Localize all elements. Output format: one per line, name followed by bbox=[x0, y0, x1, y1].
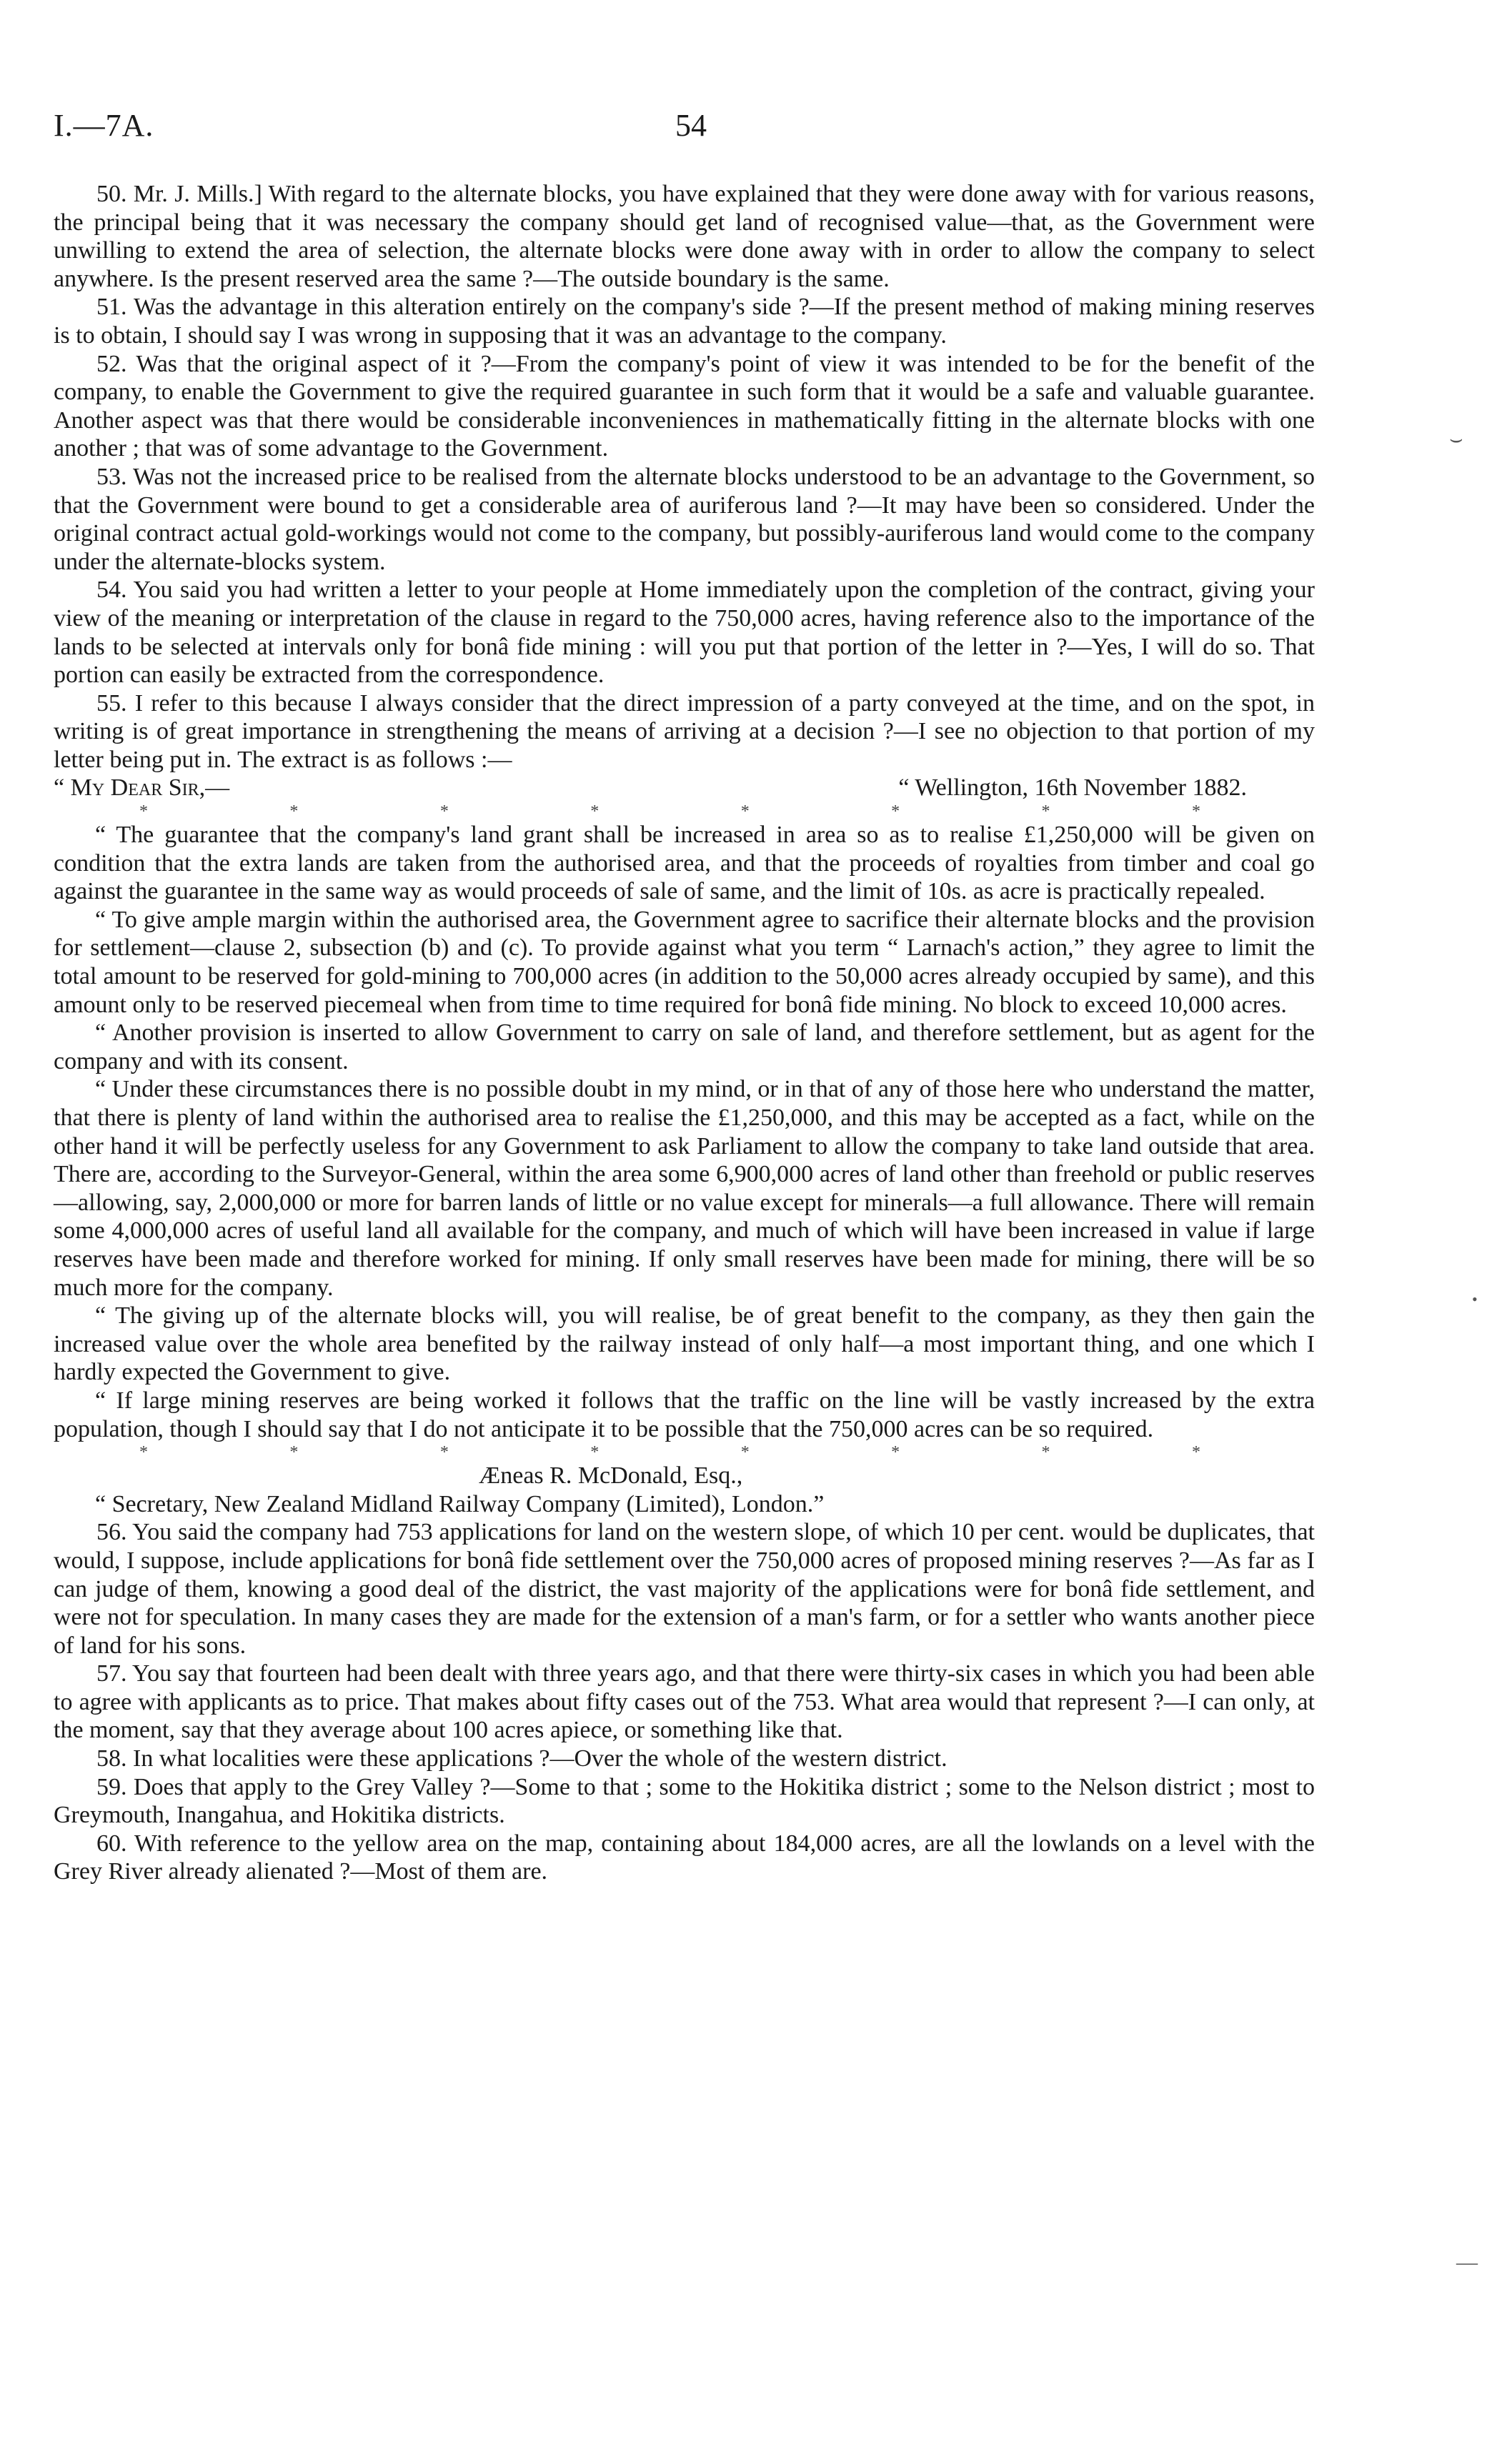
asterisk: * bbox=[289, 802, 299, 822]
ellipsis-asterisks bbox=[54, 802, 1315, 821]
ellipsis-asterisks bbox=[54, 1443, 1315, 1462]
page-body bbox=[54, 180, 1315, 1886]
question-paragraph: 60. With reference to the yellow area on the map, containing about 184,000 acres, are all the lowlands on a level with the Grey River already alienated ?—Most of them are. bbox=[54, 1830, 1315, 1885]
page-header bbox=[54, 107, 1318, 150]
letter-paragraph: “ To give ample margin within the authorised area, the Government agree to sacrifice their alternate blocks and the provision for settlement—clause 2, subsection (b) and (c). To provide against what you term “ Larnach's action,” they agree to limit the total amount to be reserved for gold-mining to 700,000 acres (in addition to the 50,000 acres already occupied by same), and this amount only to be reserved piecemeal when from time to time required for bonâ fide mining. No block to exceed 10,000 acres. bbox=[54, 906, 1315, 1018]
asterisk: * bbox=[139, 1443, 148, 1462]
letter-paragraph: “ The guarantee that the company's land grant shall be increased in area so as to realise £1,250,000 will be given on condition that the extra lands are taken from the authorised area, and that the proceeds of royalties from timber and coal go against the guarantee in the same way as would proceeds of sale of same, and the limit of 10s. as acre is practically repealed. bbox=[54, 822, 1315, 905]
question-paragraph: 52. Was that the original aspect of it ?—From the company's point of view it was intended to be for the benefit of the company, to enable the Government to give the required guarantee in such form that it would be a safe and valuable guarantee. Another aspect was that there would be considerable inconveniences in mathematically fitting in the alternate blocks with one another ; that was of some advantage to the Government. bbox=[54, 350, 1315, 462]
asterisk: * bbox=[740, 1443, 750, 1462]
margin-mark: ⌣ bbox=[1449, 427, 1463, 451]
asterisk: * bbox=[891, 1443, 900, 1462]
margin-mark: • bbox=[1472, 1290, 1478, 1308]
letter-paragraph: “ The giving up of the alternate blocks will, you will realise, be of great benefit to the company, as they then gain the increased value over the whole area benefited by the railway instead of only half—a most important thing, and one which I hardly expected the Government to give. bbox=[54, 1302, 1315, 1386]
letter-dateline: “ Wellington, 16th November 1882. bbox=[898, 774, 1247, 802]
question-paragraph: 58. In what localities were these applications ?—Over the whole of the western district. bbox=[96, 1745, 948, 1772]
asterisk: * bbox=[139, 802, 148, 822]
asterisk: * bbox=[1191, 802, 1200, 822]
asterisk: * bbox=[590, 802, 600, 822]
letter-paragraph: “ If large mining reserves are being worked it follows that the traffic on the line will be vastly increased by the extra population, though I should say that I do not anticipate it to be possible that the 750,000 acres can be so required. bbox=[54, 1387, 1315, 1442]
asterisk: * bbox=[590, 1443, 600, 1462]
asterisk: * bbox=[439, 1443, 449, 1462]
question-paragraph: 57. You say that fourteen had been dealt with three years ago, and that there were thirty-six cases in which you had been able to agree with applicants as to price. That makes about fifty cases out of the 753. What area would that represent ?—I can only, at the moment, say that they average about 100 acres apiece, or something like that. bbox=[54, 1660, 1315, 1744]
question-paragraph: 59. Does that apply to the Grey Valley ?—Some to that ; some to the Hokitika district ; some to the Nelson district ; most to Greymouth, Inangahua, and Hokitika districts. bbox=[54, 1773, 1315, 1829]
question-paragraph: 56. You said the company had 753 applications for land on the western slope, of which 10 per cent. would be duplicates, that would, I suppose, include applications for bonâ fide settlement over the 750,000 acres of proposed mining reserves ?—As far as I can judge of them, knowing a good deal of the district, the vast majority of the applications were for bonâ fide settlement, and were not for speculation. In many cases they are made for the extension of a man's farm, or for a settler who wants another piece of land for his sons. bbox=[54, 1519, 1315, 1659]
question-paragraph: 54. You said you had written a letter to your people at Home immediately upon the completion of the contract, giving your view of the meaning or interpretation of the clause in regard to the 750,000 acres, having reference also to the importance of the lands to be selected at intervals only for bonâ fide mining : will you put that portion of the letter in ?—Yes, I will do so. That portion can easily be extracted from the correspondence. bbox=[54, 577, 1315, 689]
asterisk: * bbox=[740, 802, 750, 822]
question-paragraph: 53. Was not the increased price to be realised from the alternate blocks understood to be an advantage to the Government, so that the Government were bound to get a considerable area of auriferous land ?—It may have been so considered. Under the original contract actual gold-workings would not come to the company, but possibly-auriferous land would come to the company under the alternate-blocks system. bbox=[54, 463, 1315, 575]
question-paragraph: 51. Was the advantage in this alteration entirely on the company's side ?—If the present method of making mining reserves is to obtain, I should say I was wrong in supposing that it was an advantage to the company. bbox=[54, 294, 1315, 349]
letter-heading bbox=[54, 774, 1315, 802]
asterisk: * bbox=[289, 1443, 299, 1462]
asterisk: * bbox=[891, 802, 900, 822]
letter-addressee-title: “ Secretary, New Zealand Midland Railway Company (Limited), London.” bbox=[95, 1490, 825, 1517]
letter-paragraph: “ Another provision is inserted to allow Government to carry on sale of land, and therefore settlement, but as agent for the company and with its consent. bbox=[54, 1019, 1315, 1074]
question-paragraph: 55. I refer to this because I always consider that the direct impression of a party conveyed at the time, and on the spot, in writing is of great importance in strengthening the means of arriving at a decision ?—I see no objection to that portion of my letter being put in. The extract is as follows :— bbox=[54, 689, 1315, 773]
question-paragraph: 50. Mr. J. Mills.] With regard to the alternate blocks, you have explained that they were done away with for various reasons, the principal being that it was necessary the company should get land of recognised value—that, as the Government were unwilling to extend the area of selection, the alternate blocks were done away with in order to allow the company to select anywhere. Is the present reserved area the same ?—The outside boundary is the same. bbox=[54, 181, 1315, 292]
margin-mark: — bbox=[1456, 2250, 1478, 2274]
page-number: 54 bbox=[675, 108, 707, 143]
asterisk: * bbox=[439, 802, 449, 822]
letter-paragraph: “ Under these circumstances there is no possible doubt in my mind, or in that of any of those here who understand the matter, that there is plenty of land within the authorised area to realise the £1,250,000, and this may be accepted as a fact, while on the other hand it will be perfectly useless for any Government to ask Parliament to allow the company to take land outside that area. There are, according to the Surveyor-General, within the area some 6,900,000 acres of land other than freehold or public reserves—allowing, say, 2,000,000 or more for barren lands of little or no value except for minerals—a full allowance. There will remain some 4,000,000 acres of useful land all available for the company, and much of which will have been increased in value if large reserves have been made and therefore worked for mining. If only small reserves have been made for mining, there will be so much more for the company. bbox=[54, 1076, 1315, 1301]
asterisk: * bbox=[1041, 1443, 1050, 1462]
document-reference: I.—7A. bbox=[54, 108, 154, 143]
letter-addressee-name: Æneas R. McDonald, Esq., bbox=[479, 1462, 743, 1490]
asterisk: * bbox=[1191, 1443, 1200, 1462]
asterisk: * bbox=[1041, 802, 1050, 822]
letter-salutation: “ My Dear Sir,— bbox=[54, 774, 230, 802]
